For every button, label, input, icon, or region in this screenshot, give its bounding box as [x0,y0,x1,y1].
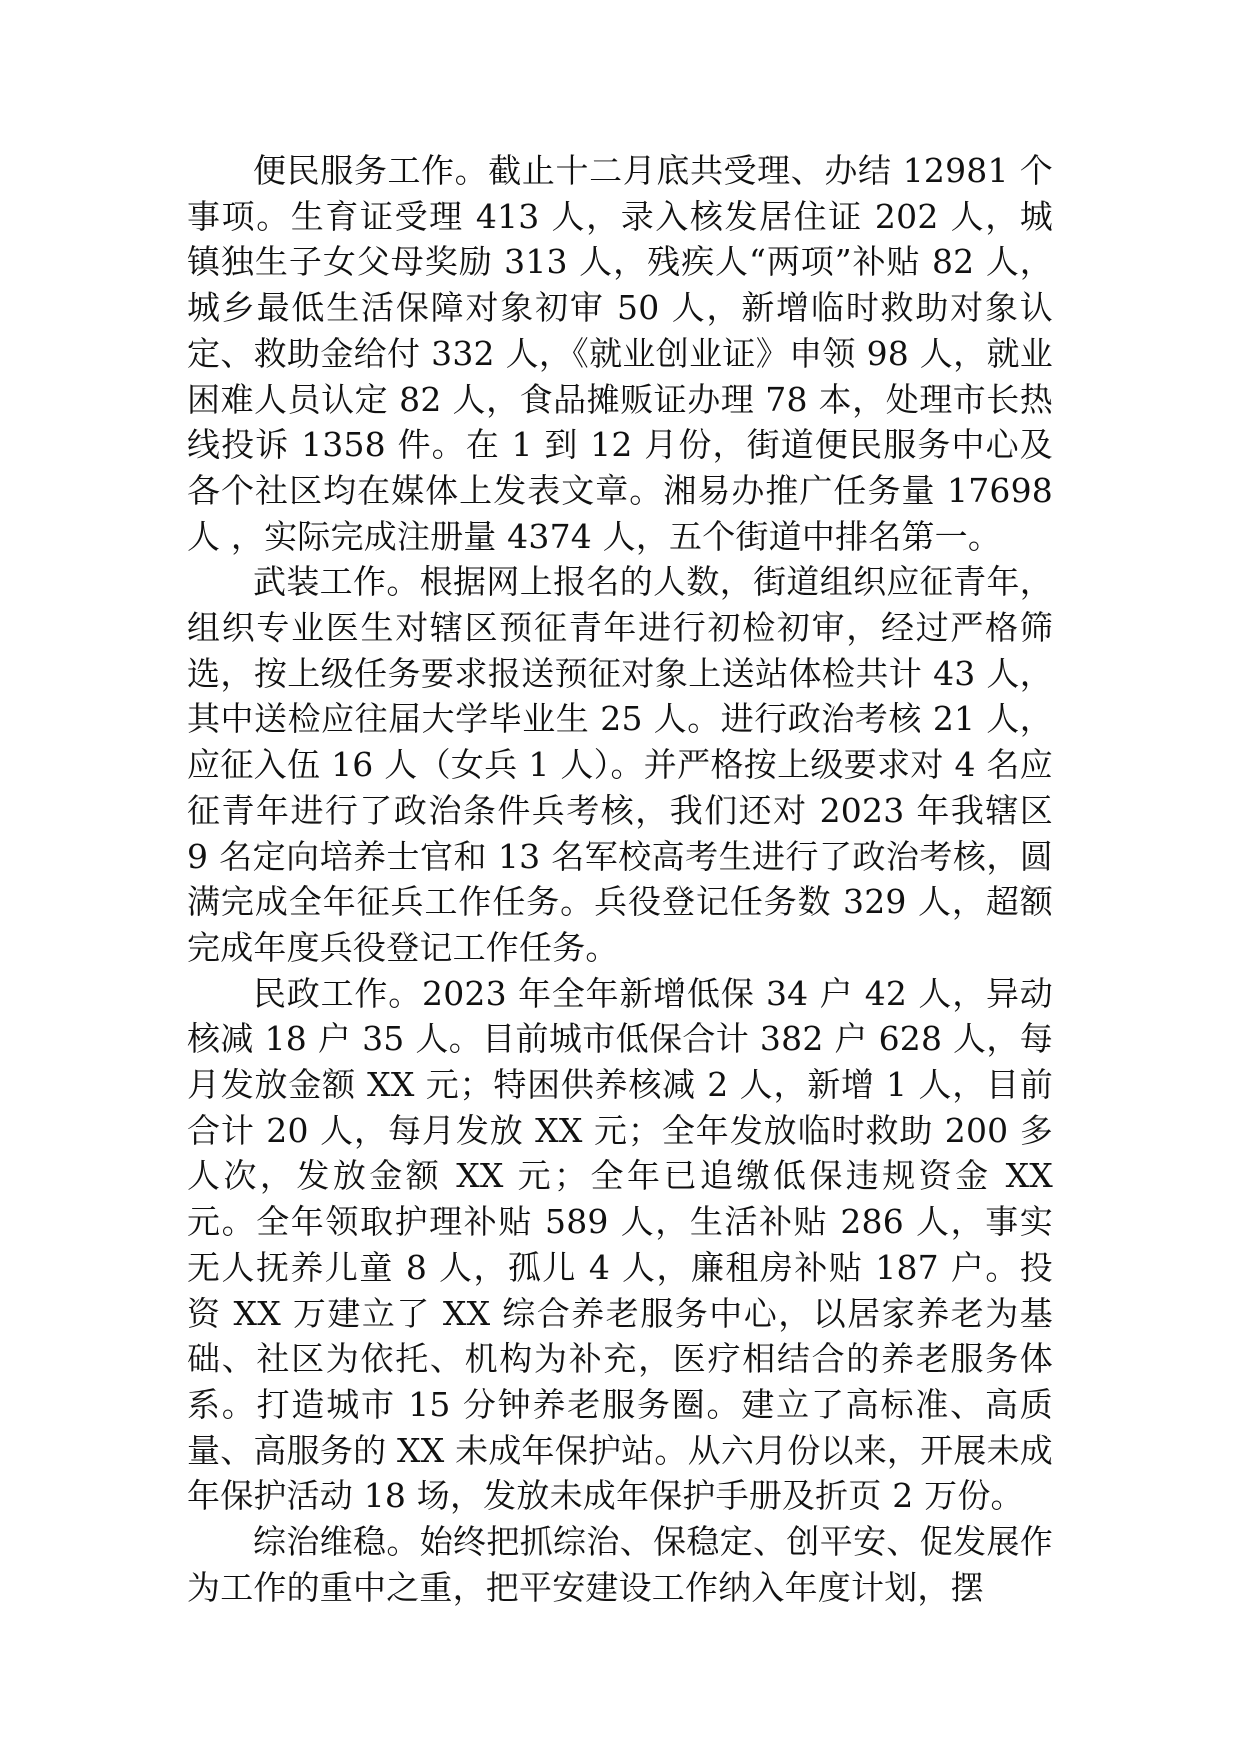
document-body [187,148,1053,1611]
paragraph-armed-forces-work: 武装工作。根据网上报名的人数，街道组织应征青年，组织专业医生对辖区预征青年进行初检初审，经过严格筛选，按上级任务要求报送预征对象上送站体检共计 43 人，其中送检应往届大学毕业生 25 人。进行政治考核 21 人，应征入伍 16 人（女兵 1 人）。并严格按上级要求对 4 名应征青年进行了政治条件兵考核，我们还对 2023 年我辖区 9 名定向培养士官和 13 名军校高考生进行了政治考核，圆满完成全年征兵工作任务。兵役登记任务数 329 人，超额完成年度兵役登记工作任务。 [187,562,1053,967]
paragraph-comprehensive-stability: 综治维稳。始终把抓综治、保稳定、创平安、促发展作为工作的重中之重，把平安建设工作纳入年度计划，摆 [187,1522,1053,1607]
paragraph-convenience-services: 便民服务工作。截止十二月底共受理、办结 12981 个事项。生育证受理 413 人，录入核发居住证 202 人，城镇独生子女父母奖励 313 人，残疾人“两项”补贴 82 人，城乡最低生活保障对象初审 50 人，新增临时救助对象认定、救助金给付 332 人，《就业创业证》申领 98 人，就业困难人员认定 82 人，食品摊贩证办理 78 本，处理市长热线投诉 1358 件。在 1 到 12 月份，街道便民服务中心及各个社区均在媒体上发表文章。湘易办推广任务量 17698 人 ，实际完成注册量 4374 人，五个街道中排名第一。 [187,151,1053,556]
paragraph-civil-affairs-work: 民政工作。2023 年全年新增低保 34 户 42 人，异动核减 18 户 35 人。目前城市低保合计 382 户 628 人，每月发放金额 XX 元；特困供养核减 2 人，新增 1 人，目前合计 20 人，每月发放 XX 元；全年发放临时救助 200 多人次，发放金额 XX 元；全年已追缴低保违规资金 XX 元。全年领取护理补贴 589 人，生活补贴 286 人，事实无人抚养儿童 8 人，孤儿 4 人，廉租房补贴 187 户。投资 XX 万建立了 XX 综合养老服务中心，以居家养老为基础、社区为依托、机构为补充，医疗相结合的养老服务体系。打造城市 15 分钟养老服务圈。建立了高标准、高质量、高服务的 XX 未成年保护站。从六月份以来，开展未成年保护活动 18 场，发放未成年保护手册及折页 2 万份。 [187,973,1053,1516]
